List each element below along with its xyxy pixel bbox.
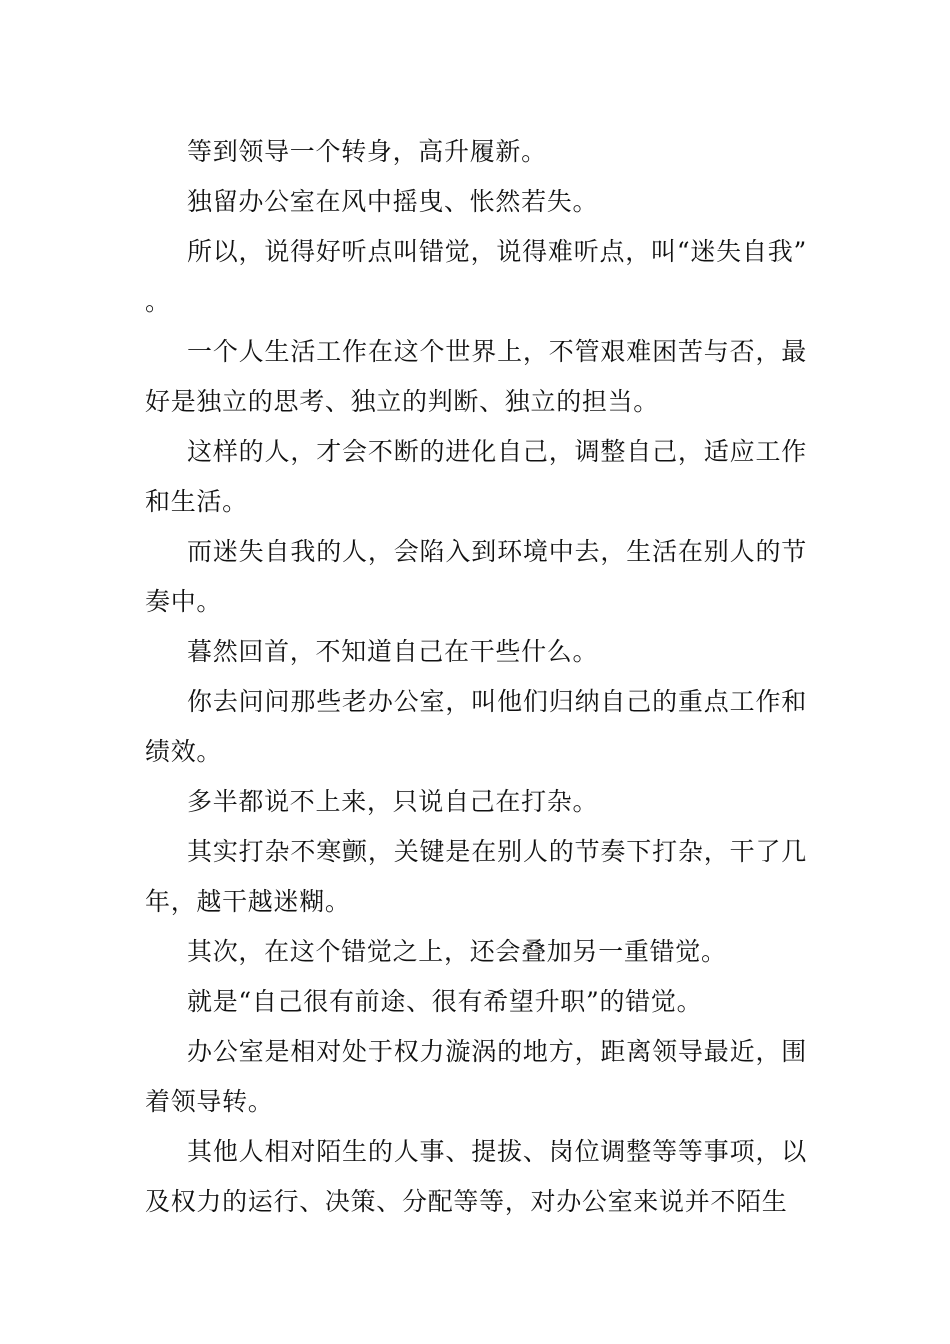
paragraph-6: 而迷失自我的人，会陷入到环境中去，生活在别人的节奏中。 (145, 537, 807, 616)
paragraph-8: 你去问问那些老办公室，叫他们归纳自己的重点工作和绩效。 (145, 687, 807, 766)
paragraph-4: 一个人生活工作在这个世界上，不管艰难困苦与否，最好是独立的思考、独立的判断、独立的担当。 (145, 337, 807, 416)
paragraph-9: 多半都说不上来，只说自己在打杂。 (187, 787, 599, 816)
paragraph-12: 就是“自己很有前途、很有希望升职”的错觉。 (187, 987, 703, 1016)
paragraph-7: 暮然回首，不知道自己在干些什么。 (187, 637, 599, 666)
paragraph-1: 等到领导一个转身，高升履新。 (187, 137, 547, 166)
paragraph-3: 所以，说得好听点叫错觉，说得难听点，叫“迷失自我”。 (145, 237, 807, 316)
document-body (145, 127, 807, 1227)
paragraph-2: 独留办公室在风中摇曳、怅然若失。 (187, 187, 599, 216)
paragraph-11: 其次，在这个错觉之上，还会叠加另一重错觉。 (187, 937, 727, 966)
paragraph-14: 其他人相对陌生的人事、提拔、岗位调整等等事项，以及权力的运行、决策、分配等等，对办公室来说并不陌生 (145, 1137, 807, 1216)
paragraph-13: 办公室是相对处于权力漩涡的地方，距离领导最近，围着领导转。 (145, 1037, 807, 1116)
paragraph-5: 这样的人，才会不断的进化自己，调整自己，适应工作和生活。 (145, 437, 807, 516)
paragraph-10: 其实打杂不寒颤，关键是在别人的节奏下打杂，干了几年，越干越迷糊。 (145, 837, 807, 916)
